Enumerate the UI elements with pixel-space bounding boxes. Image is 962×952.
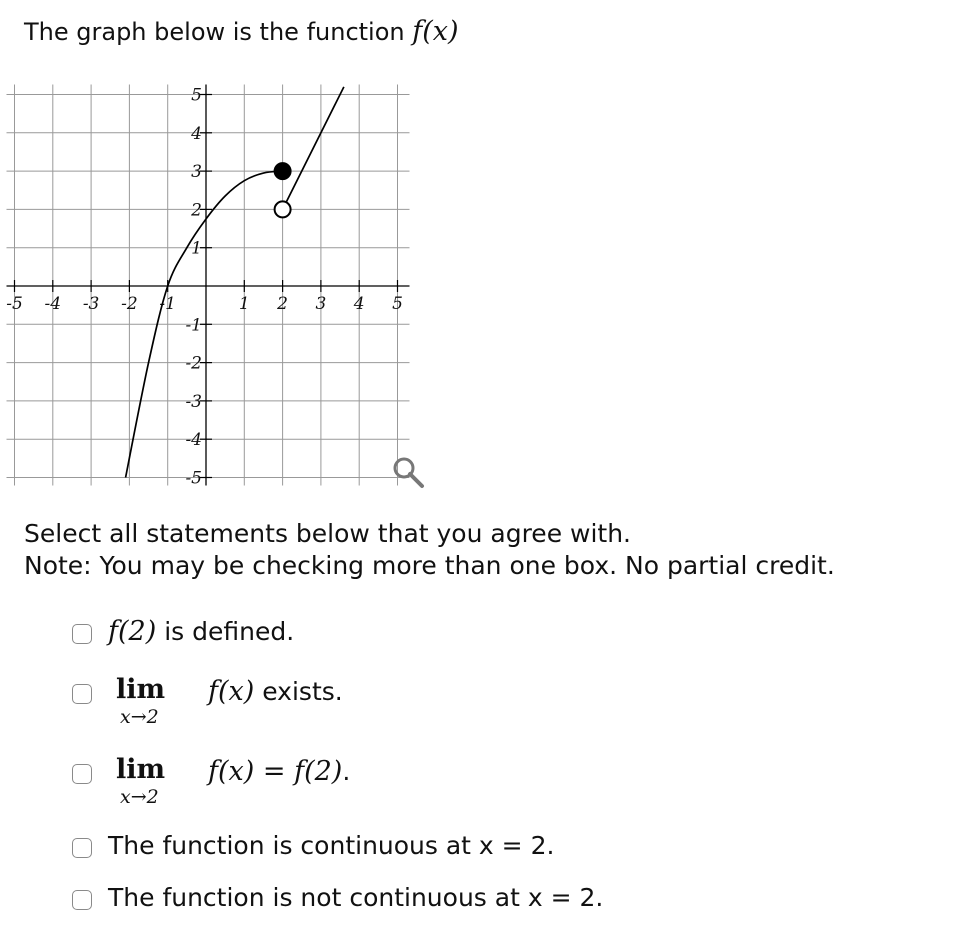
- instruction-line-2: Note: You may be checking more than one box. No partial credit.: [24, 551, 835, 580]
- option-2-math: f(x): [208, 676, 255, 707]
- grid: [7, 85, 410, 486]
- x-tick-label: 3: [315, 294, 327, 314]
- option-limit-equals[interactable]: [72, 754, 472, 820]
- x-tick-label: -4: [44, 294, 62, 314]
- instruction-line-1: Select all statements below that you agree with.: [24, 519, 632, 548]
- option-3-sub: x→2: [120, 786, 159, 808]
- y-tick-label: 3: [191, 162, 202, 183]
- option-2-sub: x→2: [120, 706, 159, 728]
- intro-text: The graph below is the function: [24, 18, 413, 46]
- option-limit-exists[interactable]: [72, 674, 472, 740]
- y-tick-label: -4: [185, 430, 202, 451]
- y-tick-label: -1: [185, 315, 202, 336]
- y-tick-label: -2: [185, 353, 202, 374]
- option-3-label: [208, 756, 350, 788]
- option-1-math: f(2): [108, 616, 157, 647]
- x-tick-label: 4: [353, 294, 365, 314]
- option-1-text: is defined.: [156, 617, 295, 646]
- checkbox-option-5[interactable]: [72, 890, 92, 910]
- x-tick-label: 5: [392, 294, 403, 314]
- option-2-label: [208, 676, 343, 708]
- curves: [126, 87, 344, 478]
- y-tick-label: 2: [191, 200, 202, 221]
- x-tick-label: -2: [121, 294, 138, 314]
- zoom-icon[interactable]: [390, 454, 426, 490]
- option-3-lim: lim: [116, 754, 166, 785]
- curve-right-branch: [283, 87, 344, 210]
- y-tick-label: 4: [191, 123, 202, 144]
- x-tick-label: 1: [238, 294, 250, 314]
- function-graph: [6, 80, 430, 490]
- tick-labels: [6, 86, 403, 489]
- axes: [7, 85, 410, 486]
- option-4-text: The function is continuous at x = 2.: [108, 831, 555, 860]
- x-tick-label: -5: [6, 294, 23, 314]
- option-1-label: [108, 616, 294, 648]
- closed-point: [275, 163, 291, 179]
- intro-function: f(x): [412, 16, 459, 47]
- option-2-lim: lim: [116, 674, 166, 705]
- x-tick-label: -1: [159, 294, 176, 314]
- checkbox-option-2[interactable]: [72, 684, 92, 704]
- y-tick-label: -5: [185, 468, 202, 489]
- checkbox-option-3[interactable]: [72, 764, 92, 784]
- y-tick-label: 1: [191, 238, 202, 259]
- option-5-text: The function is not continuous at x = 2.: [108, 883, 604, 912]
- x-tick-label: -3: [82, 294, 100, 314]
- checkbox-option-1[interactable]: [72, 624, 92, 644]
- y-tick-label: -3: [185, 391, 202, 412]
- option-3-math: f(x) = f(2): [208, 756, 343, 787]
- checkbox-option-4[interactable]: [72, 838, 92, 858]
- y-tick-label: 5: [191, 85, 202, 106]
- x-tick-label: 2: [277, 294, 289, 314]
- instructions: [24, 518, 835, 582]
- open-point: [275, 201, 291, 217]
- option-3-text: .: [342, 757, 351, 786]
- option-2-text: exists.: [254, 677, 343, 706]
- question-intro: [24, 14, 459, 50]
